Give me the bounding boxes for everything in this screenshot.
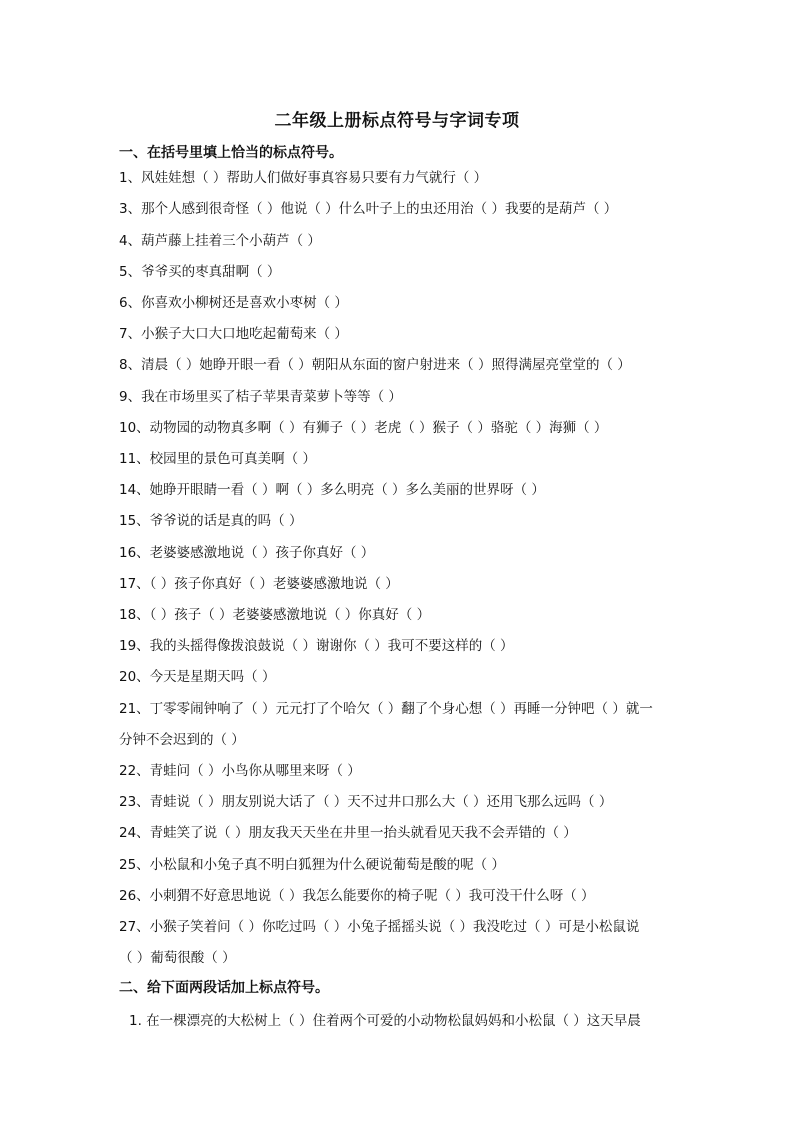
question-line: 15、爷爷说的话是真的吗（ ） — [119, 513, 303, 529]
question-line: 14、她睁开眼睛一看（ ）啊（ ）多么明亮（ ）多么美丽的世界呀（ ） — [119, 482, 545, 498]
question-line: 23、青蛙说（ ）朋友别说大话了（ ）天不过井口那么大（ ）还用飞那么远吗（ ） — [119, 794, 613, 810]
question-line-continued: （ ）葡萄很酸（ ） — [119, 950, 236, 966]
question-line: 10、动物园的动物真多啊（ ）有狮子（ ）老虎（ ）猴子（ ）骆驼（ ）海狮（ ） — [119, 420, 608, 436]
question-line: 26、小刺猬不好意思地说（ ）我怎么能要你的椅子呢（ ）我可没干什么呀（ ） — [119, 888, 595, 904]
question-line: 11、校园里的景色可真美啊（ ） — [119, 451, 316, 467]
question-line: 3、那个人感到很奇怪（ ）他说（ ）什么叶子上的虫还用治（ ）我要的是葫芦（ ） — [119, 201, 618, 217]
question-line: 19、我的头摇得像拨浪鼓说（ ）谢谢你（ ）我可不要这样的（ ） — [119, 638, 514, 654]
question-line: 4、葫芦藤上挂着三个小葫芦（ ） — [119, 233, 321, 249]
question-line: 18、（ ）孩子（ ）老婆婆感激地说（ ）你真好（ ） — [119, 607, 431, 623]
question-line: 5、爷爷买的枣真甜啊（ ） — [119, 264, 281, 280]
section-1-heading: 一、在括号里填上恰当的标点符号。 — [119, 145, 343, 161]
question-line-continued: 分钟不会迟到的（ ） — [119, 732, 245, 748]
question-line: 1、风娃娃想（ ）帮助人们做好事真容易只要有力气就行（ ） — [119, 170, 488, 186]
question-line: 8、清晨（ ）她睁开眼一看（ ）朝阳从东面的窗户射进来（ ）照得满屋亮堂堂的（ ） — [119, 357, 631, 373]
question-line: 27、小猴子笑着问（ ）你吃过吗（ ）小兔子摇摇头说（ ）我没吃过（ ）可是小松鼠说 — [119, 919, 640, 935]
section-2-heading: 二、给下面两段话加上标点符号。 — [119, 980, 329, 996]
question-line: 24、青蛙笑了说（ ）朋友我天天坐在井里一抬头就看见天我不会弄错的（ ） — [119, 825, 577, 841]
question-line: 22、青蛙问（ ）小鸟你从哪里来呀（ ） — [119, 763, 361, 779]
question-line: 16、老婆婆感激地说（ ）孩子你真好（ ） — [119, 545, 375, 561]
question-line: 7、小猴子大口大口地吃起葡萄来（ ） — [119, 326, 348, 342]
question-line: 17、（ ）孩子你真好（ ）老婆婆感激地说（ ） — [119, 576, 399, 592]
passage-line: 1. 在一棵漂亮的大松树上（ ）住着两个可爱的小动物松鼠妈妈和小松鼠（ ）这天早晨 — [129, 1013, 641, 1029]
question-line: 25、小松鼠和小兔子真不明白狐狸为什么硬说葡萄是酸的呢（ ） — [119, 857, 505, 873]
question-line: 20、今天是星期天吗（ ） — [119, 669, 276, 685]
question-line: 9、我在市场里买了桔子苹果青菜萝卜等等（ ） — [119, 389, 402, 405]
page-title: 二年级上册标点符号与字词专项 — [274, 111, 520, 131]
question-line: 6、你喜欢小柳树还是喜欢小枣树（ ） — [119, 295, 348, 311]
question-line: 21、丁零零闹钟响了（ ）元元打了个哈欠（ ）翻了个身心想（ ）再睡一分钟吧（ ）就一 — [119, 701, 653, 717]
